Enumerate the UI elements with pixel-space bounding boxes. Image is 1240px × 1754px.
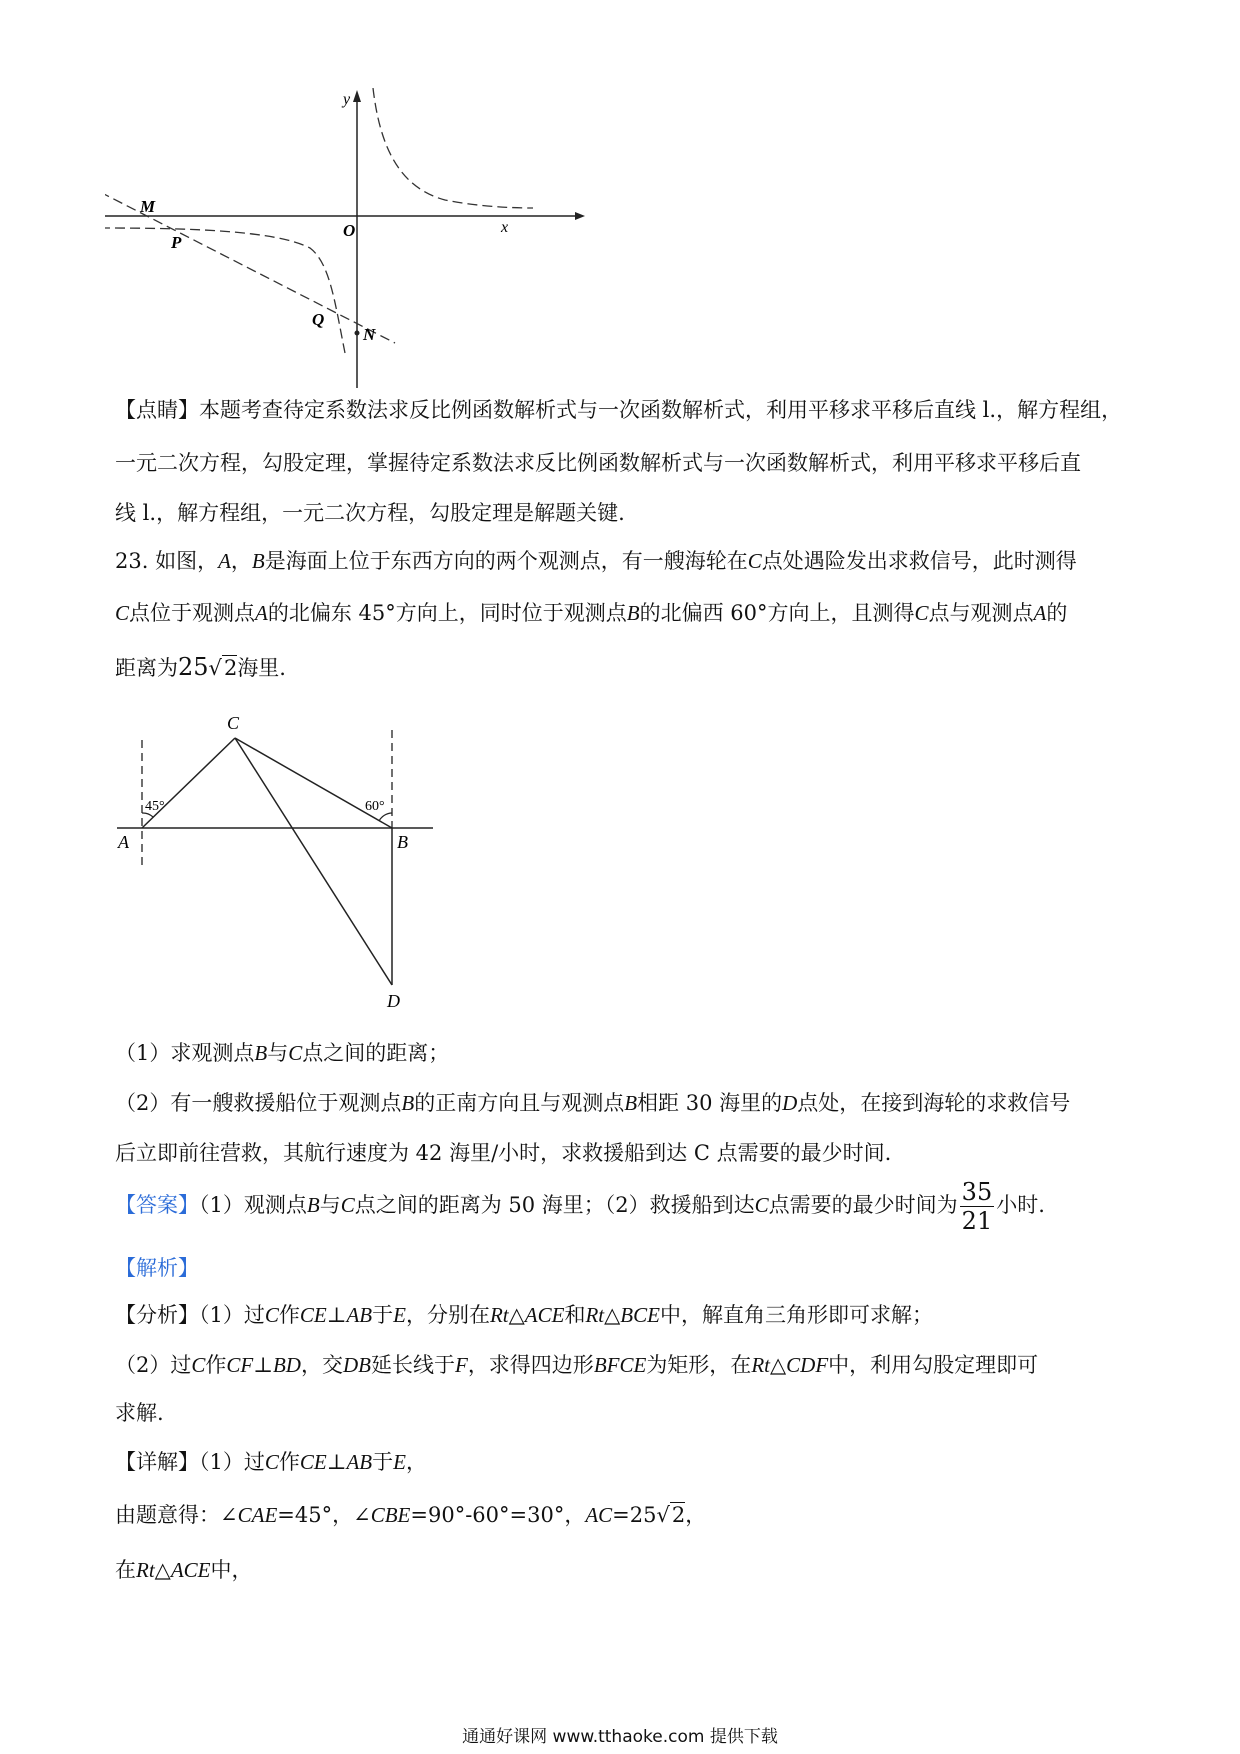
- label-Q: Q: [312, 310, 325, 329]
- hyperbola-branch-lower: [105, 228, 345, 353]
- q23-line-2: C点位于观测点A的北偏东 45°方向上，同时位于观测点B的北偏西 60°方向上，且测得C点与观测点A的: [115, 601, 1068, 625]
- xiangjie-line-3: 在Rt△ACE中，: [115, 1558, 253, 1582]
- sqrt-symbol: √2: [656, 1503, 686, 1527]
- segment-AC: [142, 738, 235, 828]
- part-1: （1）求观测点B与C点之间的距离；: [115, 1041, 450, 1065]
- dianjing-tag: 【点睛】: [115, 398, 199, 422]
- angle-arc-60: [379, 813, 392, 821]
- y-axis-arrow: [353, 90, 361, 102]
- observation-diagram: [115, 705, 445, 1015]
- label-O: O: [343, 221, 356, 240]
- answer-line: 【答案】（1）观测点B与C点之间的距离为 50 海里；（2）救援船到达C点需要的最少时间为 $\frac{35}{21}$ 小时.: [115, 1178, 1045, 1235]
- segment-CD: [235, 738, 392, 985]
- label-x: x: [501, 219, 509, 236]
- part-2-line-1: （2）有一艘救援船位于观测点B的正南方向且与观测点B相距 30 海里的D点处，在接到海轮的求救信号: [115, 1091, 1071, 1115]
- q23-line-3: 距离为25√2海里.: [115, 653, 286, 681]
- label-P: P: [171, 233, 182, 252]
- label-45: 45°: [145, 799, 165, 814]
- label-y: y: [343, 91, 351, 108]
- point-N: [355, 331, 360, 336]
- label-60: 60°: [365, 799, 385, 814]
- fenxi-line-1: 【分析】（1）过C作CE⊥AB于E，分别在Rt△ACE和Rt△BCE中，解直角三角形即可求解；: [115, 1303, 933, 1327]
- q23-line-1: 23. 如图，A，B是海面上位于东西方向的两个观测点，有一艘海轮在C点处遇险发出求救信号，此时测得: [115, 549, 1077, 573]
- label-M: M: [140, 197, 156, 216]
- dianjing-line-1: 【点睛】本题考查待定系数法求反比例函数解析式与一次函数解析式，利用平移求平移后直线 l.，解方程组，: [115, 398, 1123, 422]
- label-B: B: [397, 832, 408, 852]
- part-2-line-2: 后立即前往营救，其航行速度为 42 海里/小时，求救援船到达 C 点需要的最少时间.: [115, 1141, 892, 1165]
- jiexi-tag: 【解析】: [115, 1256, 199, 1280]
- fenxi-line-3: 求解.: [115, 1401, 164, 1425]
- xiangjie-line-1: 【详解】（1）过C作CE⊥AB于E，: [115, 1450, 427, 1474]
- sqrt-symbol: √2: [208, 656, 238, 680]
- label-D: D: [387, 991, 400, 1011]
- hyperbola-branch-upper: [373, 88, 533, 208]
- xiangjie-line-2: 由题意得：∠CAE=45°，∠CBE=90°-60°=30°，AC=25√2，: [115, 1500, 706, 1530]
- label-N: N: [363, 325, 376, 344]
- x-axis-arrow: [575, 212, 585, 220]
- hyperbola-line-graph: [105, 88, 605, 388]
- dianjing-line-2: 一元二次方程，勾股定理，掌握待定系数法求反比例函数解析式与一次函数解析式，利用平移求平移后直: [115, 451, 1081, 475]
- fenxi-line-2: （2）过C作CF⊥BD，交DB延长线于F，求得四边形BFCE为矩形，在Rt△CDF中，利用勾股定理即可: [115, 1353, 1039, 1377]
- answer-tag: 【答案】: [115, 1193, 199, 1217]
- label-A: A: [118, 832, 129, 852]
- label-C: C: [227, 713, 240, 733]
- segment-CB: [235, 738, 392, 828]
- footer-credit: 通通好课网 www.tthaoke.com 提供下载: [462, 1727, 778, 1747]
- fraction-35-21: $\frac{35}{21}$: [961, 1178, 993, 1235]
- dianjing-line-3: 线 l.，解方程组，一元二次方程，勾股定理是解题关键.: [115, 501, 625, 525]
